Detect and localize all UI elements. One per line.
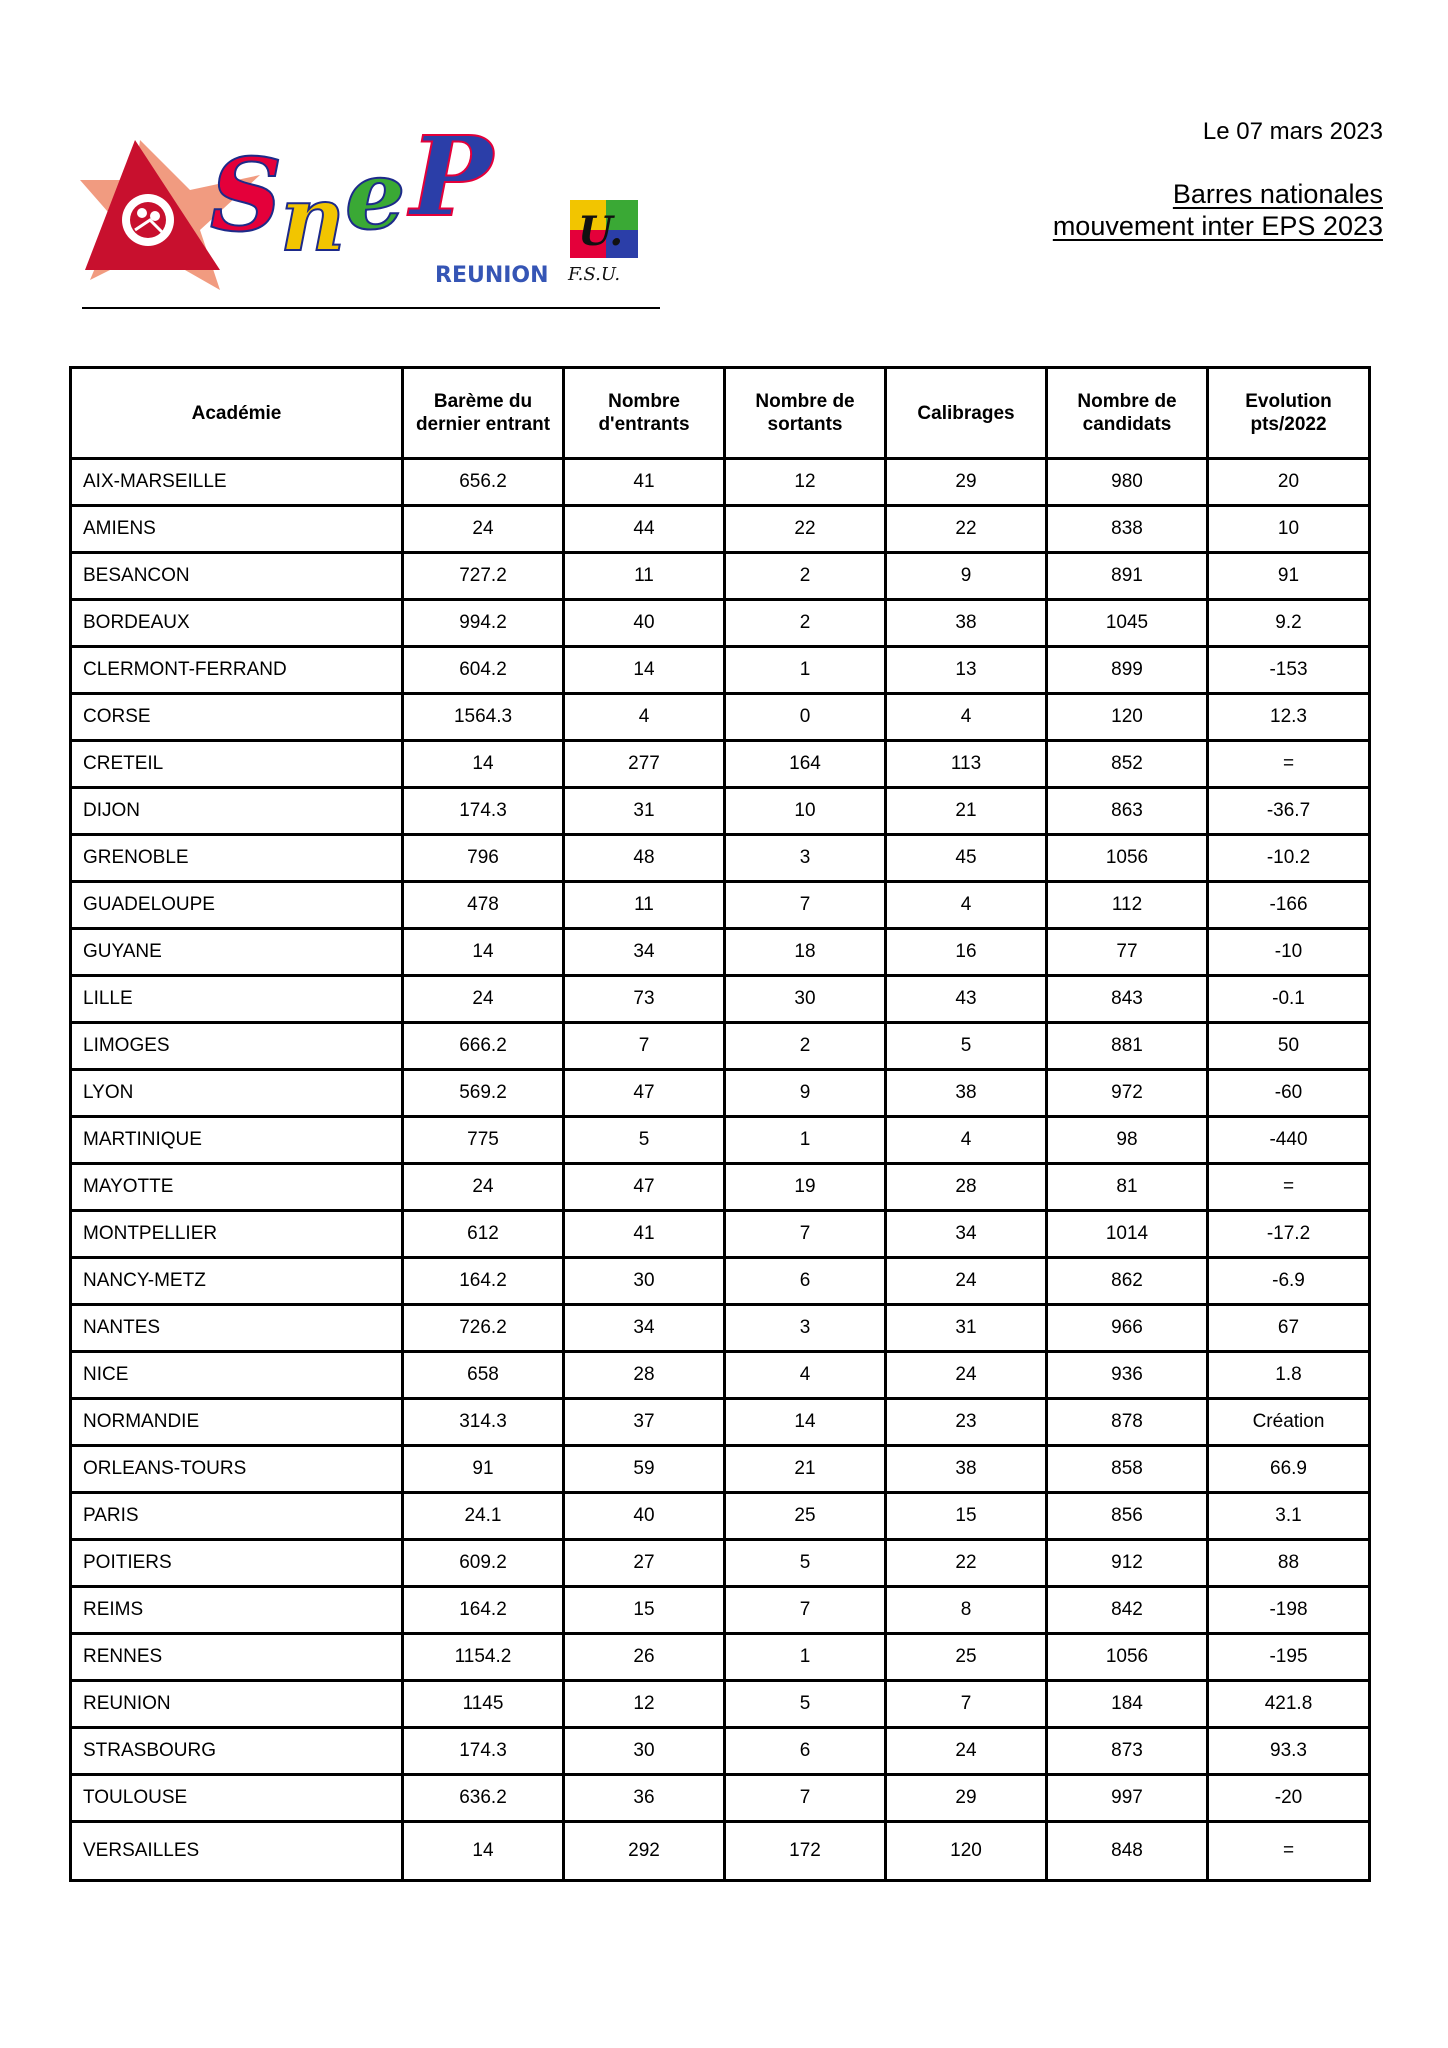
cell-bareme: 656.2 — [403, 459, 564, 506]
cell-sortants: 2 — [725, 1023, 886, 1070]
cell-sortants: 7 — [725, 882, 886, 929]
cell-calibrages: 24 — [886, 1352, 1047, 1399]
table-row — [71, 1587, 1370, 1634]
cell-sortants: 6 — [725, 1258, 886, 1305]
cell-calibrages: 4 — [886, 882, 1047, 929]
cell-evolution: 1.8 — [1208, 1352, 1370, 1399]
cell-bareme: 1145 — [403, 1681, 564, 1728]
cell-sortants: 1 — [725, 1634, 886, 1681]
fsu-union-mark: U. — [578, 208, 624, 255]
cell-candidats: 899 — [1047, 647, 1208, 694]
cell-entrants: 277 — [564, 741, 725, 788]
cell-academie: NANCY-METZ — [71, 1258, 403, 1305]
cell-candidats: 838 — [1047, 506, 1208, 553]
cell-entrants: 44 — [564, 506, 725, 553]
cell-sortants: 6 — [725, 1728, 886, 1775]
cell-academie: GUADELOUPE — [71, 882, 403, 929]
cell-academie: NICE — [71, 1352, 403, 1399]
cell-sortants: 172 — [725, 1822, 886, 1881]
cell-evolution: -36.7 — [1208, 788, 1370, 835]
cell-sortants: 22 — [725, 506, 886, 553]
cell-academie: LILLE — [71, 976, 403, 1023]
cell-evolution: = — [1208, 1164, 1370, 1211]
cell-sortants: 3 — [725, 835, 886, 882]
cell-entrants: 15 — [564, 1587, 725, 1634]
cell-candidats: 912 — [1047, 1540, 1208, 1587]
cell-academie: MONTPELLIER — [71, 1211, 403, 1258]
cell-bareme: 164.2 — [403, 1587, 564, 1634]
cell-evolution: 88 — [1208, 1540, 1370, 1587]
cell-calibrages: 22 — [886, 506, 1047, 553]
cell-evolution: = — [1208, 741, 1370, 788]
cell-evolution: 3.1 — [1208, 1493, 1370, 1540]
cell-evolution: -60 — [1208, 1070, 1370, 1117]
document-title — [1053, 178, 1383, 242]
cell-academie: AMIENS — [71, 506, 403, 553]
cell-entrants: 41 — [564, 1211, 725, 1258]
header-calibrages: Calibrages — [886, 368, 1047, 459]
cell-candidats: 980 — [1047, 459, 1208, 506]
cell-candidats: 842 — [1047, 1587, 1208, 1634]
cell-entrants: 11 — [564, 882, 725, 929]
fsu-text: F.S.U. — [568, 264, 621, 285]
cell-evolution: -6.9 — [1208, 1258, 1370, 1305]
cell-bareme: 726.2 — [403, 1305, 564, 1352]
cell-candidats: 852 — [1047, 741, 1208, 788]
cell-entrants: 47 — [564, 1070, 725, 1117]
cell-bareme: 174.3 — [403, 788, 564, 835]
cell-evolution: -195 — [1208, 1634, 1370, 1681]
cell-sortants: 10 — [725, 788, 886, 835]
cell-sortants: 7 — [725, 1211, 886, 1258]
cell-calibrages: 25 — [886, 1634, 1047, 1681]
cell-bareme: 604.2 — [403, 647, 564, 694]
cell-calibrages: 23 — [886, 1399, 1047, 1446]
cell-academie: STRASBOURG — [71, 1728, 403, 1775]
table-row — [71, 741, 1370, 788]
cell-bareme: 24 — [403, 1164, 564, 1211]
cell-entrants: 48 — [564, 835, 725, 882]
cell-academie: TOULOUSE — [71, 1775, 403, 1822]
cell-evolution: -0.1 — [1208, 976, 1370, 1023]
table-row — [71, 1634, 1370, 1681]
cell-sortants: 164 — [725, 741, 886, 788]
cell-candidats: 1056 — [1047, 1634, 1208, 1681]
cell-entrants: 11 — [564, 553, 725, 600]
cell-sortants: 7 — [725, 1775, 886, 1822]
cell-bareme: 478 — [403, 882, 564, 929]
table-row — [71, 459, 1370, 506]
cell-candidats: 81 — [1047, 1164, 1208, 1211]
cell-academie: LYON — [71, 1070, 403, 1117]
cell-academie: MARTINIQUE — [71, 1117, 403, 1164]
table-row — [71, 1023, 1370, 1070]
cell-candidats: 858 — [1047, 1446, 1208, 1493]
cell-sortants: 14 — [725, 1399, 886, 1446]
table-row — [71, 788, 1370, 835]
table-row — [71, 882, 1370, 929]
cell-candidats: 77 — [1047, 929, 1208, 976]
cell-evolution: -10.2 — [1208, 835, 1370, 882]
cell-academie: BESANCON — [71, 553, 403, 600]
cell-entrants: 30 — [564, 1728, 725, 1775]
cell-entrants: 73 — [564, 976, 725, 1023]
cell-candidats: 1014 — [1047, 1211, 1208, 1258]
table-row — [71, 1728, 1370, 1775]
cell-sortants: 1 — [725, 1117, 886, 1164]
table-row — [71, 1446, 1370, 1493]
cell-evolution: -198 — [1208, 1587, 1370, 1634]
cell-calibrages: 5 — [886, 1023, 1047, 1070]
cell-bareme: 609.2 — [403, 1540, 564, 1587]
cell-candidats: 843 — [1047, 976, 1208, 1023]
cell-sortants: 4 — [725, 1352, 886, 1399]
cell-evolution: -153 — [1208, 647, 1370, 694]
cell-candidats: 1056 — [1047, 835, 1208, 882]
table-row — [71, 929, 1370, 976]
cell-calibrages: 28 — [886, 1164, 1047, 1211]
cell-candidats: 120 — [1047, 694, 1208, 741]
title-line-1: Barres nationales — [1172, 179, 1383, 209]
cell-calibrages: 43 — [886, 976, 1047, 1023]
cell-calibrages: 4 — [886, 694, 1047, 741]
cell-evolution: -10 — [1208, 929, 1370, 976]
logo-letter-e: e — [345, 140, 406, 251]
cell-evolution: 421.8 — [1208, 1681, 1370, 1728]
table-row — [71, 1164, 1370, 1211]
cell-candidats: 863 — [1047, 788, 1208, 835]
cell-academie: LIMOGES — [71, 1023, 403, 1070]
header-evolution: Evolution pts/2022 — [1208, 368, 1370, 459]
cell-academie: GRENOBLE — [71, 835, 403, 882]
cell-evolution: 91 — [1208, 553, 1370, 600]
cell-academie: POITIERS — [71, 1540, 403, 1587]
cell-academie: ORLEANS-TOURS — [71, 1446, 403, 1493]
cell-sortants: 21 — [725, 1446, 886, 1493]
cell-calibrages: 38 — [886, 1446, 1047, 1493]
cell-academie: CORSE — [71, 694, 403, 741]
cell-sortants: 2 — [725, 553, 886, 600]
cell-evolution: -166 — [1208, 882, 1370, 929]
cell-sortants: 30 — [725, 976, 886, 1023]
cell-entrants: 28 — [564, 1352, 725, 1399]
table-row — [71, 1070, 1370, 1117]
table-row — [71, 1681, 1370, 1728]
cell-entrants: 14 — [564, 647, 725, 694]
logo-letter-p: P — [410, 120, 493, 241]
cell-candidats: 972 — [1047, 1070, 1208, 1117]
cell-calibrages: 8 — [886, 1587, 1047, 1634]
table-row — [71, 1258, 1370, 1305]
cell-bareme: 775 — [403, 1117, 564, 1164]
cell-academie: BORDEAUX — [71, 600, 403, 647]
cell-evolution: 12.3 — [1208, 694, 1370, 741]
cell-academie: RENNES — [71, 1634, 403, 1681]
cell-evolution: 9.2 — [1208, 600, 1370, 647]
cell-sortants: 1 — [725, 647, 886, 694]
cell-academie: PARIS — [71, 1493, 403, 1540]
cell-bareme: 164.2 — [403, 1258, 564, 1305]
cell-bareme: 314.3 — [403, 1399, 564, 1446]
cell-evolution: 67 — [1208, 1305, 1370, 1352]
cell-evolution: -17.2 — [1208, 1211, 1370, 1258]
cell-bareme: 1564.3 — [403, 694, 564, 741]
cell-evolution: = — [1208, 1822, 1370, 1881]
cell-entrants: 27 — [564, 1540, 725, 1587]
cell-sortants: 18 — [725, 929, 886, 976]
cell-entrants: 34 — [564, 1305, 725, 1352]
cell-entrants: 5 — [564, 1117, 725, 1164]
cell-bareme: 24 — [403, 506, 564, 553]
cell-entrants: 40 — [564, 1493, 725, 1540]
cell-bareme: 1154.2 — [403, 1634, 564, 1681]
table-row — [71, 976, 1370, 1023]
table-row — [71, 1399, 1370, 1446]
cell-evolution: 20 — [1208, 459, 1370, 506]
cell-candidats: 881 — [1047, 1023, 1208, 1070]
table-row — [71, 1775, 1370, 1822]
cell-candidats: 891 — [1047, 553, 1208, 600]
cell-candidats: 862 — [1047, 1258, 1208, 1305]
cell-calibrages: 7 — [886, 1681, 1047, 1728]
cell-evolution: 10 — [1208, 506, 1370, 553]
cell-calibrages: 15 — [886, 1493, 1047, 1540]
cell-evolution: -440 — [1208, 1117, 1370, 1164]
cell-calibrages: 31 — [886, 1305, 1047, 1352]
snep-reunion-logo — [80, 120, 660, 305]
logo-subtitle: REUNION — [435, 263, 549, 288]
table-row — [71, 835, 1370, 882]
table-row — [71, 600, 1370, 647]
cell-bareme: 91 — [403, 1446, 564, 1493]
cell-candidats: 98 — [1047, 1117, 1208, 1164]
logo-letter-s: S — [210, 136, 283, 254]
table-row — [71, 1211, 1370, 1258]
table-body — [71, 459, 1370, 1881]
cell-sortants: 25 — [725, 1493, 886, 1540]
cell-candidats: 873 — [1047, 1728, 1208, 1775]
cell-entrants: 7 — [564, 1023, 725, 1070]
cell-sortants: 7 — [725, 1587, 886, 1634]
cell-candidats: 936 — [1047, 1352, 1208, 1399]
cell-evolution: 66.9 — [1208, 1446, 1370, 1493]
cell-calibrages: 38 — [886, 1070, 1047, 1117]
cell-calibrages: 29 — [886, 459, 1047, 506]
cell-bareme: 796 — [403, 835, 564, 882]
cell-entrants: 47 — [564, 1164, 725, 1211]
table-row — [71, 1540, 1370, 1587]
cell-bareme: 666.2 — [403, 1023, 564, 1070]
cell-academie: AIX-MARSEILLE — [71, 459, 403, 506]
cell-calibrages: 21 — [886, 788, 1047, 835]
cell-candidats: 997 — [1047, 1775, 1208, 1822]
table-row — [71, 694, 1370, 741]
cell-calibrages: 45 — [886, 835, 1047, 882]
cell-bareme: 727.2 — [403, 553, 564, 600]
cell-evolution: 50 — [1208, 1023, 1370, 1070]
cell-bareme: 658 — [403, 1352, 564, 1399]
cell-calibrages: 16 — [886, 929, 1047, 976]
cell-academie: VERSAILLES — [71, 1822, 403, 1881]
cell-bareme: 636.2 — [403, 1775, 564, 1822]
header-entrants: Nombre d'entrants — [564, 368, 725, 459]
cell-candidats: 878 — [1047, 1399, 1208, 1446]
cell-calibrages: 22 — [886, 1540, 1047, 1587]
cell-bareme: 14 — [403, 741, 564, 788]
cell-entrants: 26 — [564, 1634, 725, 1681]
table-row — [71, 1822, 1370, 1881]
cell-candidats: 856 — [1047, 1493, 1208, 1540]
cell-bareme: 994.2 — [403, 600, 564, 647]
cell-entrants: 12 — [564, 1681, 725, 1728]
header-bareme: Barème du dernier entrant — [403, 368, 564, 459]
cell-sortants: 19 — [725, 1164, 886, 1211]
cell-bareme: 612 — [403, 1211, 564, 1258]
cell-calibrages: 24 — [886, 1258, 1047, 1305]
cell-bareme: 14 — [403, 929, 564, 976]
cell-academie: NANTES — [71, 1305, 403, 1352]
cell-entrants: 41 — [564, 459, 725, 506]
cell-entrants: 30 — [564, 1258, 725, 1305]
table-row — [71, 553, 1370, 600]
cell-sortants: 2 — [725, 600, 886, 647]
cell-entrants: 59 — [564, 1446, 725, 1493]
table-row — [71, 1352, 1370, 1399]
cell-entrants: 31 — [564, 788, 725, 835]
table-row — [71, 1493, 1370, 1540]
cell-academie: CLERMONT-FERRAND — [71, 647, 403, 694]
cell-academie: DIJON — [71, 788, 403, 835]
table-row — [71, 1305, 1370, 1352]
cell-calibrages: 34 — [886, 1211, 1047, 1258]
logo-underline — [82, 307, 660, 309]
header-sortants: Nombre de sortants — [725, 368, 886, 459]
cell-sortants: 5 — [725, 1681, 886, 1728]
cell-bareme: 174.3 — [403, 1728, 564, 1775]
cell-candidats: 966 — [1047, 1305, 1208, 1352]
cell-candidats: 184 — [1047, 1681, 1208, 1728]
table-header-row — [71, 368, 1370, 459]
cell-sortants: 3 — [725, 1305, 886, 1352]
cell-bareme: 14 — [403, 1822, 564, 1881]
title-line-2: mouvement inter EPS 2023 — [1052, 211, 1383, 241]
cell-entrants: 40 — [564, 600, 725, 647]
cell-entrants: 4 — [564, 694, 725, 741]
cell-evolution: Création — [1208, 1399, 1370, 1446]
cell-calibrages: 120 — [886, 1822, 1047, 1881]
logo-letter-n: n — [280, 166, 346, 272]
cell-evolution: 93.3 — [1208, 1728, 1370, 1775]
cell-academie: REIMS — [71, 1587, 403, 1634]
header-candidats: Nombre de candidats — [1047, 368, 1208, 459]
cell-sortants: 12 — [725, 459, 886, 506]
document-date: Le 07 mars 2023 — [1202, 118, 1383, 145]
cell-candidats: 112 — [1047, 882, 1208, 929]
cell-sortants: 0 — [725, 694, 886, 741]
cell-entrants: 36 — [564, 1775, 725, 1822]
table-row — [71, 647, 1370, 694]
cell-bareme: 24 — [403, 976, 564, 1023]
cell-entrants: 292 — [564, 1822, 725, 1881]
cell-academie: GUYANE — [71, 929, 403, 976]
cell-calibrages: 24 — [886, 1728, 1047, 1775]
cell-entrants: 34 — [564, 929, 725, 976]
cell-calibrages: 9 — [886, 553, 1047, 600]
cell-calibrages: 13 — [886, 647, 1047, 694]
cell-bareme: 24.1 — [403, 1493, 564, 1540]
cell-calibrages: 38 — [886, 600, 1047, 647]
cell-evolution: -20 — [1208, 1775, 1370, 1822]
cell-academie: CRETEIL — [71, 741, 403, 788]
cell-calibrages: 4 — [886, 1117, 1047, 1164]
cell-calibrages: 113 — [886, 741, 1047, 788]
header-academie: Académie — [71, 368, 403, 459]
cell-entrants: 37 — [564, 1399, 725, 1446]
cell-academie: REUNION — [71, 1681, 403, 1728]
cell-sortants: 9 — [725, 1070, 886, 1117]
barres-table — [69, 366, 1371, 1882]
cell-bareme: 569.2 — [403, 1070, 564, 1117]
cell-candidats: 1045 — [1047, 600, 1208, 647]
cell-candidats: 848 — [1047, 1822, 1208, 1881]
table-row — [71, 1117, 1370, 1164]
cell-academie: MAYOTTE — [71, 1164, 403, 1211]
cell-academie: NORMANDIE — [71, 1399, 403, 1446]
cell-calibrages: 29 — [886, 1775, 1047, 1822]
cell-sortants: 5 — [725, 1540, 886, 1587]
table-row — [71, 506, 1370, 553]
